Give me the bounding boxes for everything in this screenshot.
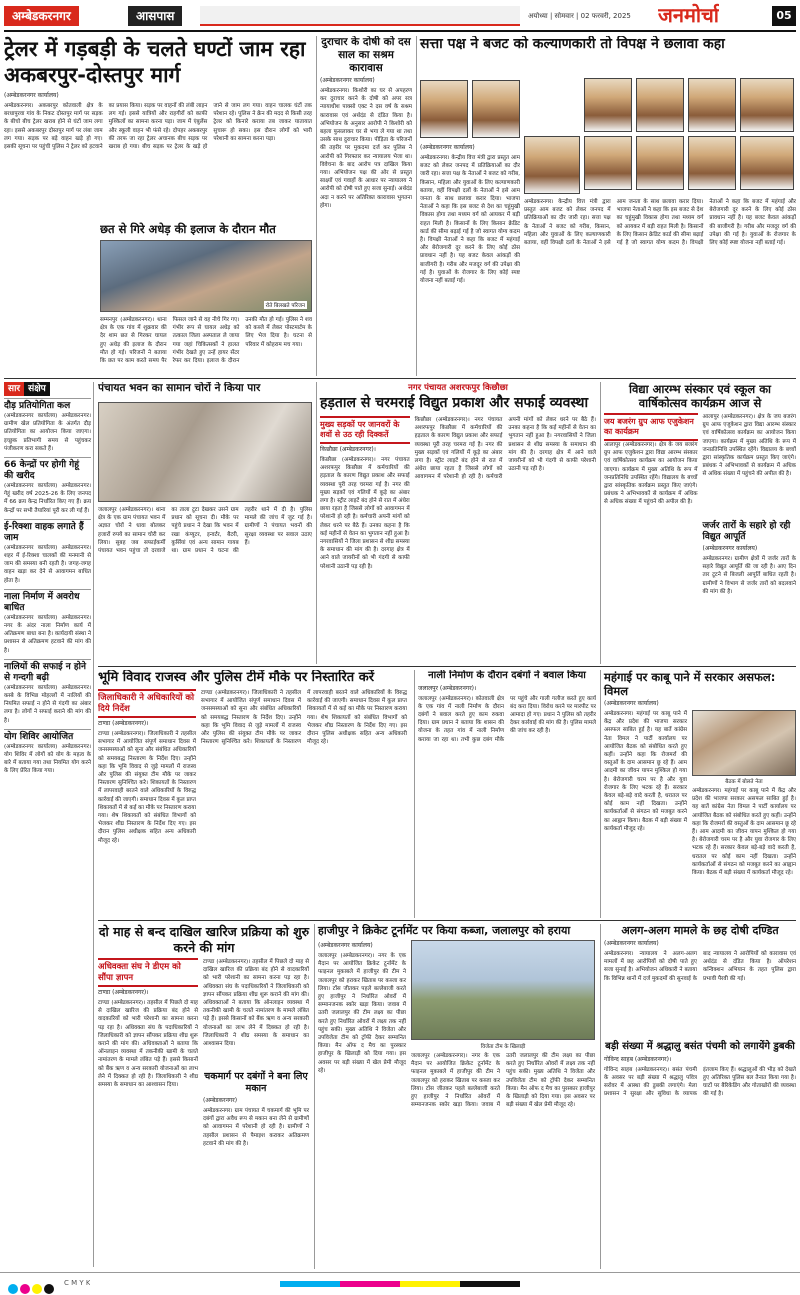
sub-headline: चकमार्ग पर दबंगों ने बना लिए मकान (204, 1071, 308, 1094)
portrait-7 (584, 136, 632, 190)
story-headline: भूमि विवाद राजस्व और पुलिस टीमें मौके पर निस्तारित करें (98, 670, 375, 685)
story-byline: (अम्बेडकरनगर कार्यालय) (604, 700, 659, 707)
story-headline: नाली निर्माण के दौरान दबंगों ने बवाल किया (428, 670, 586, 681)
portrait-5 (688, 78, 736, 132)
sidebar-title (4, 382, 93, 396)
sidebar-title-b: संक्षेप (24, 382, 50, 396)
story-body: अम्बेडकरनगर। न्यायालय ने अलग-अलग मामलों में छह आरोपियों को दोषी पाते हुए सजा सुनाई है। अभियोजन अधिकारी ने बताया कि विभिन्न थानों में दर्ज मुकदमों की सुनवाई के बाद न्यायालय ने आरोपियों को कारावास एवं अर्थदंड से दंडित किया है। ऑपरेशन कन्विक्शन अभियान के तहत पुलिस द्वारा प्रभावी पैरवी की गई। (604, 951, 796, 982)
story-headline: हाजीपुर ने क्रिकेट टूर्नामेंट पर किया कब्जा, जलालपुर को हराया (318, 924, 571, 937)
story-body: टाण्डा (अम्बेडकरनगर)। तहसील में पिछले दो माह से दाखिल खारिज की प्रक्रिया बंद होने से वादकारियों को भारी परेशानी का सामना करना पड़ रहा है। अधिवक्ता संघ के पदाधिकारियों ने जिलाधिकारी को ज्ञापन सौंपकर प्रक्रिया शीघ्र शुरू कराने की मांग की। अधिवक्ताओं ने बताया कि ऑनलाइन व्यवस्था में तकनीकी खामी के चलते नामांतरण के मामले लंबित पड़े हैं। इससे किसानों को बैंक ऋण व अन्य सरकारी योजनाओं का लाभ लेने में दिक्कत हो रही है। जिलाधिकारी ने शीघ्र समस्या के समाधान का आश्वासन दिया। (98, 1000, 198, 1089)
story-body: सम्मनपुर (अम्बेडकरनगर)। थाना क्षेत्र के एक गांव में शुक्रवार की देर शाम छत से गिरकर घायल हुए अधेड़ की इलाज के दौरान मौत हो गई। परिजनों ने बताया कि छत पर काम करते समय पैर फिसल जाने से वह नीचे गिर गए। गंभीर रूप से घायल अधेड़ को तत्काल जिला अस्पताल ले जाया गया जहां चिकित्सकों ने हालत गंभीर देखते हुए उन्हें हायर सेंटर रेफर कर दिया। इलाज के दौरान उनकी मौत हो गई। पुलिस ने शव को कब्जे में लेकर पोस्टमार्टम के लिए भेज दिया है। घटना से परिवार में कोहराम मच गया। (100, 317, 312, 365)
story-strike (316, 382, 596, 664)
row-rule-1 (4, 378, 796, 379)
brief-body: (अम्बेडकरनगर कार्यालय) अम्बेडकरनगर। ग्रामीण खेल प्रतियोगिता के अंतर्गत दौड़ प्रतियोगिता का आयोजन किया जाएगा। इच्छुक प्रतिभागी समय से पहुंचकर पंजीकरण करा सकते हैं। (4, 413, 91, 452)
story-headline: दुराचार के दोषी को दस साल का सश्रम कारावास (321, 36, 411, 74)
story-byline: जलालपुर (अम्बेडकरनगर)। (418, 684, 477, 692)
portrait-1 (420, 80, 468, 138)
story-byline: टाण्डा (अम्बेडकरनगर)। (98, 720, 149, 727)
dateline: अयोध्या | सोमवार | 02 फरवरी, 2025 (528, 12, 631, 20)
sub-byline: गोविन्द साहब (अम्बेडकरनगर)। (604, 1055, 672, 1063)
story-body: जलालपुर (अम्बेडकरनगर)। नगर के एक मैदान पर आयोजित क्रिकेट टूर्नामेंट के फाइनल मुकाबले में हाजीपुर की टीम ने जलालपुर को हराकर खिताब पर कब्जा कर लिया। टॉस जीतकर पहले बल्लेबाजी करते हुए हाजीपुर ने निर्धारित ओवरों में सम्मानजनक स्कोर खड़ा किया। जवाब में उतरी जलालपुर की टीम लक्ष्य का पीछा करते हुए निर्धारित ओवरों में लक्ष्य तक नहीं पहुंच सकी। मुख्य अतिथि ने विजेता और उपविजेता टीम को ट्रॉफी देकर सम्मानित किया। मैन ऑफ द मैच का पुरस्कार हाजीपुर के खिलाड़ी को दिया गया। इस अवसर पर बड़ी संख्या में खेल प्रेमी मौजूद रहे। (318, 953, 406, 1074)
photo-panchayat-room (98, 402, 312, 502)
story-body: आलापुर (अम्बेडकरनगर)। क्षेत्र के जय बजरंग ग्रुप आफ एजुकेशन द्वारा विद्या आरम्भ संस्कार एवं वार्षिकोत्सव कार्यक्रम का आयोजन किया जाएगा। कार्यक्रम में मुख्य अतिथि के रूप में जनप्रतिनिधि उपस्थित रहेंगे। विद्यालय के बच्चों द्वारा सांस्कृतिक कार्यक्रम प्रस्तुत किए जाएंगे। प्रबंधक ने अभिभावकों से कार्यक्रम में अधिक से अधिक संख्या में पहुंचने की अपील की है। (604, 442, 698, 506)
sidebar-briefs (4, 382, 94, 1267)
photo-caption: रोते बिलखते परिजन (265, 303, 305, 309)
story-mutation (98, 924, 310, 1269)
story-body-continued: अम्बेडकरनगर। महंगाई पर काबू पाने में केंद्र और प्रदेश की भाजपा सरकार असफल साबित हुई है। यह बातें कांग्रेस नेता विमल ने पार्टी कार्यालय पर आयोजित बैठक को संबोधित करते हुए कहीं। उन्होंने कहा कि रोजमर्रा की वस्तुओं के दाम आसमान छू रहे हैं। आम आदमी का जीवन यापन मुश्किल हो गया है। बेरोजगारी चरम पर है और युवा रोजगार के लिए भटक रहे हैं। सरकार केवल बड़े-बड़े वादे करती है, धरातल पर कोई काम नहीं दिखता। उन्होंने कार्यकर्ताओं से संगठन को मजबूत करने का आह्वान किया। बैठक में बड़ी संख्या में कार्यकर्ता मौजूद रहे। (692, 788, 796, 877)
story-byline: (अम्बेडकरनगर कार्यालय) (420, 144, 475, 151)
portrait-10 (740, 136, 794, 190)
row-rule-2 (98, 666, 796, 667)
portrait-8 (636, 136, 684, 190)
story-drain-dispute (414, 670, 596, 918)
portrait-2 (472, 80, 520, 138)
story-six-convicted (600, 924, 796, 1269)
story-byline: (अम्बेडकरनगर कार्यालय) (318, 942, 373, 949)
registration-label: C M Y K (64, 1279, 91, 1287)
story-roof-fall (100, 222, 312, 382)
sidebar-list (4, 396, 93, 776)
sidebar-brief-item (4, 589, 91, 655)
portrait-3 (584, 78, 632, 132)
masthead-band (200, 6, 520, 26)
sub-headline: जर्जर तारों के सहारे हो रही विद्युत आपूर्ति (702, 521, 791, 542)
brief-body: (अम्बेडकरनगर कार्यालय) अम्बेडकरनगर। शहर में ई-रिक्शा चालकों की मनमानी से जाम की समस्या बनी रहती है। जगह-जगह वाहन खड़ा कर देने से आवागमन बाधित होता है। (4, 544, 91, 584)
story-body-continued: जलालपुर (अम्बेडकरनगर)। नगर के एक मैदान पर आयोजित क्रिकेट टूर्नामेंट के फाइनल मुकाबले में हाजीपुर की टीम ने जलालपुर को हराकर खिताब पर कब्जा कर लिया। टॉस जीतकर पहले बल्लेबाजी करते हुए हाजीपुर ने निर्धारित ओवरों में सम्मानजनक स्कोर खड़ा किया। जवाब में उतरी जलालपुर की टीम लक्ष्य का पीछा करते हुए निर्धारित ओवरों में लक्ष्य तक नहीं पहुंच सकी। मुख्य अतिथि ने विजेता और उपविजेता टीम को ट्रॉफी देकर सम्मानित किया। मैन ऑफ द मैच का पुरस्कार हाजीपुर के खिलाड़ी को दिया गया। इस अवसर पर बड़ी संख्या में खेल प्रेमी मौजूद रहे। (411, 1053, 595, 1109)
portrait-11 (524, 136, 580, 194)
sub-byline: (अम्बेडकरनगर कार्यालय) (702, 545, 758, 552)
pull-quote: जिलाधिकारी ने अधिकारियों को दिये निर्देश (98, 689, 196, 718)
footer (0, 1272, 800, 1295)
pull-quote: अधिवक्ता संघ ने डीएम को सौंपा ज्ञापन (98, 958, 198, 987)
story-headline: विद्या आरम्भ संस्कार एवं स्कूल का वार्षिकोत्सव कार्यक्रम आज से (628, 382, 772, 410)
story-body: जलालपुर (अम्बेडकरनगर)। कोतवाली क्षेत्र के एक गांव में नाली निर्माण के दौरान दबंगों ने बवाल करते हुए काम रुकवा दिया। ग्राम प्रधान ने बताया कि शासन की योजना के तहत गांव में नाली निर्माण कराया जा रहा था। तभी कुछ दबंग मौके पर पहुंचे और गाली गलौज करते हुए कार्य बंद करा दिया। विरोध करने पर मारपीट पर आमादा हो गए। प्रधान ने पुलिस को तहरीर देकर कार्रवाई की मांग की है। पुलिस मामले की जांच कर रही है। (418, 695, 596, 743)
story-body-continued: टाण्डा (अम्बेडकरनगर)। तहसील में पिछले दो माह से दाखिल खारिज की प्रक्रिया बंद होने से वादकारियों को भारी परेशानी का सामना करना पड़ रहा है। अधिवक्ता संघ के पदाधिकारियों ने जिलाधिकारी को ज्ञापन सौंपकर प्रक्रिया शीघ्र शुरू कराने की मांग की। अधिवक्ताओं ने बताया कि ऑनलाइन व्यवस्था में तकनीकी खामी के चलते नामांतरण के मामले लंबित पड़े हैं। इससे किसानों को बैंक ऋण व अन्य सरकारी योजनाओं का लाभ लेने में दिक्कत हो रही है। जिलाधिकारी ने शीघ्र समस्या के समाधान का आश्वासन दिया। (203, 959, 309, 1048)
story-body-continued: किछौछा (अम्बेडकरनगर)। नगर पंचायत अशरफपुर किछौछा में कर्मचारियों की हड़ताल के कारण विद्युत प्रकाश और सफाई व्यवस्था पूरी तरह चरमरा गई है। नगर की मुख्य सड़कों एवं गलियों में कूड़े का अंबार लगा है। स्ट्रीट लाइटें बंद होने से रात में अंधेरा छाया रहता है जिससे लोगों को आवागमन में परेशानी हो रही है। कर्मचारी अपनी मांगों को लेकर धरने पर बैठे हैं। उनका कहना है कि कई महीनों से वेतन का भुगतान नहीं हुआ है। नगरवासियों ने जिला प्रशासन से शीघ्र समस्या के समाधान की मांग की है। दरगाह क्षेत्र में आने वाले जायरीनों को भी गंदगी से काफी परेशानी उठानी पड़ रही है। (414, 417, 596, 481)
story-kicker: नगर पंचायत अशरफपुर किछौछा (408, 383, 508, 393)
brief-headline: दौड़ प्रतियोगिता कल (4, 398, 91, 412)
pull-quote: मुख्य सड़कों पर जानवरों के शवों से उठ रही दिक्कतें (320, 416, 410, 444)
story-byline: किछौछा (अम्बेडकरनगर)। (320, 446, 376, 453)
story-headline: महंगाई पर काबू पाने में सरकार असफल: विमल (604, 670, 776, 698)
sub-body: अम्बेडकरनगर। ग्राम पंचायत में चकमार्ग की भूमि पर दबंगों द्वारा अवैध रूप से मकान बना लेने से ग्रामीणों को आवागमन में परेशानी हो रही है। ग्रामीणों ने तहसील प्रशासन से पैमाइश कराकर अतिक्रमण हटवाने की मांग की है। (203, 1108, 309, 1147)
story-headline: हड़ताल से चरमराई विद्युत प्रकाश और सफाई व्यवस्था (320, 395, 589, 411)
portrait-4 (636, 78, 684, 132)
portrait-9 (688, 136, 736, 190)
masthead (0, 0, 800, 30)
photo-caption: विजेता टीम के खिलाड़ी (480, 1044, 526, 1050)
row-rule-3 (98, 920, 796, 921)
story-land-dispute (98, 670, 410, 918)
story-cricket (314, 924, 596, 1269)
sidebar-brief-item (4, 519, 91, 585)
brief-body: (अम्बेडकरनगर कार्यालय) अम्बेडकरनगर। गेहूं खरीद वर्ष 2025-26 के लिए जनपद में 66 क्रय केन्द्र निर्धारित किए गए हैं। क्रय केन्द्रों पर सभी तैयारियां पूरी कर ली गई हैं। (4, 483, 91, 514)
brief-body: (अम्बेडकरनगर कार्यालय) अम्बेडकरनगर। योग शिविर में लोगों को योग के महत्व के बारे में बताया गया तथा नियमित योग करने के लिए प्रेरित किया गया। (4, 743, 91, 775)
photo-caption: बैठक में बोलते नेता (725, 779, 763, 785)
color-bar (280, 1281, 520, 1287)
story-body-continued: टाण्डा (अम्बेडकरनगर)। जिलाधिकारी ने तहसील सभागार में आयोजित संपूर्ण समाधान दिवस में जनसमस्याओं को सुना और संबंधित अधिकारियों को समयबद्ध निस्तारण के निर्देश दिए। उन्होंने कहा कि भूमि विवाद से जुड़े मामलों में राजस्व और पुलिस की संयुक्त टीम मौके पर जाकर निस्तारण सुनिश्चित करे। शिकायतों के निस्तारण में लापरवाही बरतने वाले अधिकारियों के विरुद्ध कार्रवाई की जाएगी। समाधान दिवस में कुल प्राप्त शिकायतों में से कई का मौके पर निस्तारण कराया गया। शेष शिकायतों को संबंधित विभागों को भेजकर शीघ्र निस्तारण के निर्देश दिए गए। इस दौरान पुलिस अधीक्षक सहित अन्य अधिकारी मौजूद रहे। (201, 690, 407, 746)
photo-cricket-team (411, 940, 595, 1040)
pull-quote: जय बजरंग ग्रुप आफ एजुकेशन का कार्यक्रम (604, 413, 698, 441)
sidebar-brief-item (4, 659, 91, 725)
section-label: अम्बेडकरनगर (4, 6, 79, 26)
sub-body: अम्बेडकरनगर। ग्रामीण क्षेत्रों में जर्जर तारों के सहारे विद्युत आपूर्ति की जा रही है। आए दिन तार टूटने से बिजली आपूर्ति बाधित रहती है। ग्रामीणों ने विभाग से जर्जर तारों को बदलवाने की मांग की है। (702, 556, 796, 595)
story-byline: टाण्डा (अम्बेडकरनगर)। (98, 989, 149, 996)
budget-body-block (420, 142, 520, 372)
story-headline: अलग-अलग मामले के छह दोषी दण्डित (621, 924, 779, 937)
story-body-continued: आलापुर (अम्बेडकरनगर)। क्षेत्र के जय बजरंग ग्रुप आफ एजुकेशन द्वारा विद्या आरम्भ संस्कार एवं वार्षिकोत्सव कार्यक्रम का आयोजन किया जाएगा। कार्यक्रम में मुख्य अतिथि के रूप में जनप्रतिनिधि उपस्थित रहेंगे। विद्यालय के बच्चों द्वारा सांस्कृतिक कार्यक्रम प्रस्तुत किए जाएंगे। प्रबंधक ने अभिभावकों से कार्यक्रम में अधिक से अधिक संख्या में पहुंचने की अपील की है। (702, 414, 796, 478)
story-conviction (316, 36, 412, 376)
photo-meeting (692, 710, 796, 776)
story-school (600, 382, 796, 664)
story-byline: (अम्बेडकरनगर कार्यालय) (320, 77, 375, 84)
story-body: अम्बेडकरनगर। किशोरी का घर से अपहरण कर दुराचार करने के दोषी को अपर सत्र न्यायाधीश पाक्सो एक्ट ने दस वर्ष के सश्रम कारावास एवं अर्थदंड से दंडित किया है। अभियोजन के अनुसार आरोपी ने किशोरी को बहला फुसलाकर घर से भगा ले गया था तथा उसके साथ दुराचार किया। पीड़िता के परिजनों की तहरीर पर मुकदमा दर्ज कर पुलिस ने आरोपी को गिरफ्तार कर न्यायालय भेजा था। विवेचना के बाद आरोप पत्र दाखिल किया गया। अभियोजन पक्ष की ओर से प्रस्तुत साक्ष्यों एवं गवाहों के आधार पर न्यायालय ने आरोपी को दोषी पाते हुए सजा सुनाई। अर्थदंड अदा न करने पर अतिरिक्त कारावास भुगतना होगा। (320, 88, 412, 209)
story-body: अम्बेडकरनगर। महंगाई पर काबू पाने में केंद्र और प्रदेश की भाजपा सरकार असफल साबित हुई है। यह बातें कांग्रेस नेता विमल ने पार्टी कार्यालय पर आयोजित बैठक को संबोधित करते हुए कहीं। उन्होंने कहा कि रोजमर्रा की वस्तुओं के दाम आसमान छू रहे हैं। आम आदमी का जीवन यापन मुश्किल हो गया है। बेरोजगारी चरम पर है और युवा रोजगार के लिए भटक रहे हैं। सरकार केवल बड़े-बड़े वादे करती है, धरातल पर कोई काम नहीं दिखता। उन्होंने कार्यकर्ताओं से संगठन को मजबूत करने का आह्वान किया। बैठक में बड़ी संख्या में कार्यकर्ता मौजूद रहे। (604, 711, 687, 832)
sidebar-brief-item (4, 729, 91, 776)
paper-name: जनमोर्चा (658, 3, 719, 27)
story-body: टाण्डा (अम्बेडकरनगर)। जिलाधिकारी ने तहसील सभागार में आयोजित संपूर्ण समाधान दिवस में जनसमस्याओं को सुना और संबंधित अधिकारियों को समयबद्ध निस्तारण के निर्देश दिए। उन्होंने कहा कि भूमि विवाद से जुड़े मामलों में राजस्व और पुलिस की संयुक्त टीम मौके पर जाकर निस्तारण सुनिश्चित करे। शिकायतों के निस्तारण में लापरवाही बरतने वाले अधिकारियों के विरुद्ध कार्रवाई की जाएगी। समाधान दिवस में कुल प्राप्त शिकायतों में से कई का मौके पर निस्तारण कराया गया। शेष शिकायतों को संबंधित विभागों को भेजकर शीघ्र निस्तारण के निर्देश दिए गए। इस दौरान पुलिस अधीक्षक सहित अन्य अधिकारी मौजूद रहे। (98, 731, 196, 844)
budget-body-continued: अम्बेडकरनगर। केन्द्रीय वित्त मंत्री द्वारा प्रस्तुत आम बजट को लेकर जनपद में प्रतिक्रियाओं का दौर जारी रहा। सत्ता पक्ष के नेताओं ने बजट को गरीब, किसान, महिला और युवाओं के लिए कल्याणकारी बताया, वहीं विपक्षी दलों के नेताओं ने इसे आम जनता के साथ छलावा करार दिया। भाजपा नेताओं ने कहा कि इस बजट से देश का चहुंमुखी विकास होगा तथा मध्यम वर्ग को आयकर में बड़ी राहत मिली है। किसानों के लिए किसान क्रेडिट कार्ड की सीमा बढ़ाई गई है जो स्वागत योग्य कदम है। विपक्षी नेताओं ने कहा कि बजट में महंगाई और बेरोजगारी दूर करने के लिए कोई ठोस प्रावधान नहीं है। यह बजट केवल आंकड़ों की बाजीगरी है। गरीब और मजदूर वर्ग की उपेक्षा की गई है। युवाओं के रोजगार के लिए कोई स्पष्ट योजना नहीं बताई गई। (524, 199, 796, 247)
brief-headline: योग शिविर आयोजित (4, 729, 91, 743)
photo-mourning-family (100, 240, 312, 312)
sub-section-label: आसपास (128, 6, 182, 26)
portrait-6 (740, 78, 794, 132)
story-inflation (600, 670, 796, 918)
brief-headline: नाला निर्माण में अवरोध बाधित (4, 589, 91, 614)
sidebar-brief-item (4, 457, 91, 515)
story-byline: (अम्बेडकरनगर कार्यालय) (604, 940, 659, 947)
brief-headline: ई-रिक्शा वाहक लगाते हैं जाम (4, 519, 91, 544)
story-headline: दो माह से बन्द दाखिल खारिज प्रक्रिया को शुरु करने की मांग (98, 924, 310, 955)
story-panchayat-theft (98, 382, 312, 664)
story-byline: (अम्बेडकरनगर कार्यालय) (4, 92, 59, 99)
story-body: अम्बेडकरनगर। अकबरपुर कोतवाली क्षेत्र के बरधापुरवा गांव के निकट दोस्तपुर मार्ग पर सड़क के बीचो बीच ट्रेलर खराब होने से घंटों जाम लगा रहा। इससे अकबरपुर दोस्तपुर मार्ग पर लंबा जाम लग गया। सड़क पर बड़े वाहन खड़े हो गए। इसकी सूचना पर पहुंची पुलिस ने ट्रेलर को हटवाने का प्रयास किया। सड़क पर वाहनों की लंबी लाइन लग गई। इससे यात्रियों और राहगीरों को काफी मुश्किलों का सामना करना पड़ा। जाम में एंबुलेंस और स्कूली वाहन भी फंसे रहे। दोपहर अकबरपुर की तरफ जा रहा ट्रेलर अचानक बीच सड़क पर खराब हो गया। बीच सड़क पर ट्रेलर के खड़े हो जाने से जाम लग गया। वाहन चालक घंटों तक परेशान रहे। पुलिस ने क्रेन की मदद से किसी तरह ट्रेलर को किनारे कराया तब जाकर यातायात सुचारू हो सका। इस दौरान लोगों को भारी परेशानी का सामना करना पड़ा। (4, 103, 312, 151)
story-body: अम्बेडकरनगर। केन्द्रीय वित्त मंत्री द्वारा प्रस्तुत आम बजट को लेकर जनपद में प्रतिक्रियाओं का दौर जारी रहा। सत्ता पक्ष के नेताओं ने बजट को गरीब, किसान, महिला और युवाओं के लिए कल्याणकारी बताया, वहीं विपक्षी दलों के नेताओं ने इसे आम जनता के साथ छलावा करार दिया। भाजपा नेताओं ने कहा कि इस बजट से देश का चहुंमुखी विकास होगा तथा मध्यम वर्ग को आयकर में बड़ी राहत मिली है। किसानों के लिए किसान क्रेडिट कार्ड की सीमा बढ़ाई गई है जो स्वागत योग्य कदम है। विपक्षी नेताओं ने कहा कि बजट में महंगाई और बेरोजगारी दूर करने के लिए कोई ठोस प्रावधान नहीं है। यह बजट केवल आंकड़ों की बाजीगरी है। गरीब और मजदूर वर्ग की उपेक्षा की गई है। युवाओं के रोजगार के लिए कोई स्पष्ट योजना नहीं बताई गई। (420, 155, 520, 285)
masthead-rule (4, 30, 796, 32)
story-headline: पंचायत भवन का सामान चोरों ने किया पार (98, 382, 261, 394)
sub-byline: (अम्बेडकरनगर) (203, 1097, 238, 1104)
sidebar-brief-item (4, 398, 91, 453)
brief-body: (अम्बेडकरनगर कार्यालय) अम्बेडकरनगर। कस्बे के विभिन्न मोहल्लों में नालियों की नियमित सफाई न होने से गंदगी का अंबार लगा है। लोगों ने सफाई कराने की मांग की है। (4, 684, 91, 724)
story-headline: ट्रेलर में गड़बड़ी के चलते घण्टों जाम रहा अकबरपुर-दोस्तपुर मार्ग (4, 37, 306, 87)
page-number: 05 (772, 6, 796, 26)
brief-headline: नालियों की सफाई न होने से गन्दगी बढ़ी (4, 659, 91, 684)
brief-body: (अम्बेडकरनगर कार्यालय) अम्बेडकरनगर। नगर के अंदर नाला निर्माण कार्य में अतिक्रमण बाधा बना है। कार्यदायी संस्था ने प्रशासन से अतिक्रमण हटवाने की मांग की है। (4, 614, 91, 654)
registration-marks (8, 1279, 56, 1295)
story-body: किछौछा (अम्बेडकरनगर)। नगर पंचायत अशरफपुर किछौछा में कर्मचारियों की हड़ताल के कारण विद्युत प्रकाश और सफाई व्यवस्था पूरी तरह चरमरा गई है। नगर की मुख्य सड़कों एवं गलियों में कूड़े का अंबार लगा है। स्ट्रीट लाइटें बंद होने से रात में अंधेरा छाया रहता है जिससे लोगों को आवागमन में परेशानी हो रही है। कर्मचारी अपनी मांगों को लेकर धरने पर बैठे हैं। उनका कहना है कि कई महीनों से वेतन का भुगतान नहीं हुआ है। नगरवासियों ने जिला प्रशासन से शीघ्र समस्या के समाधान की मांग की है। दरगाह क्षेत्र में आने वाले जायरीनों को भी गंदगी से काफी परेशानी उठानी पड़ रही है। (320, 457, 410, 570)
story-headline: सत्ता पक्ष ने बजट को कल्याणकारी तो विपक्ष ने छलावा कहा (420, 36, 725, 52)
sub-body: गोविन्द साहब (अम्बेडकरनगर)। बसंत पंचमी के अवसर पर बड़ी संख्या में श्रद्धालु पवित्र सरोवर में आस्था की डुबकी लगाएंगे। मेला प्रशासन ने सुरक्षा और सुविधा के व्यापक इंतजाम किए हैं। श्रद्धालुओं की भीड़ को देखते हुए अतिरिक्त पुलिस बल तैनात किया गया है। घाटों पर बैरिकेडिंग और गोताखोरों की व्यवस्था की गई है। (604, 1066, 796, 1098)
sidebar-title-a: सार (4, 382, 24, 396)
story-headline: छत से गिरे अधेड़ की इलाज के दौरान मौत (100, 222, 276, 236)
brief-headline: 66 केन्द्रों पर होगी गेहूं की खरीद (4, 457, 91, 482)
sub-headline: बड़ी संख्या में श्रद्धालु बसंत पंचमी को लगायेंगे डुबकी (605, 1041, 795, 1052)
story-body: जलालपुर (अम्बेडकरनगर)। थाना क्षेत्र के एक ग्राम पंचायत भवन में अज्ञात चोरों ने धावा बोलकर हजारों रुपये का सामान चोरी कर लिया। सुबह जब सफाईकर्मी पंचायत भवन पहुंचा तो दरवाजे का ताला टूटा देखकर उसने ग्राम प्रधान को सूचना दी। मौके पर पहुंचे प्रधान ने देखा कि भवन में रखा कंप्यूटर, इन्वर्टर, बैटरी, कुर्सियां एवं अन्य सामान गायब था। ग्राम प्रधान ने घटना की तहरीर थाने में दी है। पुलिस मामले की जांच में जुट गई है। ग्रामीणों ने पंचायत भवनों की सुरक्षा व्यवस्था पर सवाल उठाए हैं। (98, 507, 312, 555)
